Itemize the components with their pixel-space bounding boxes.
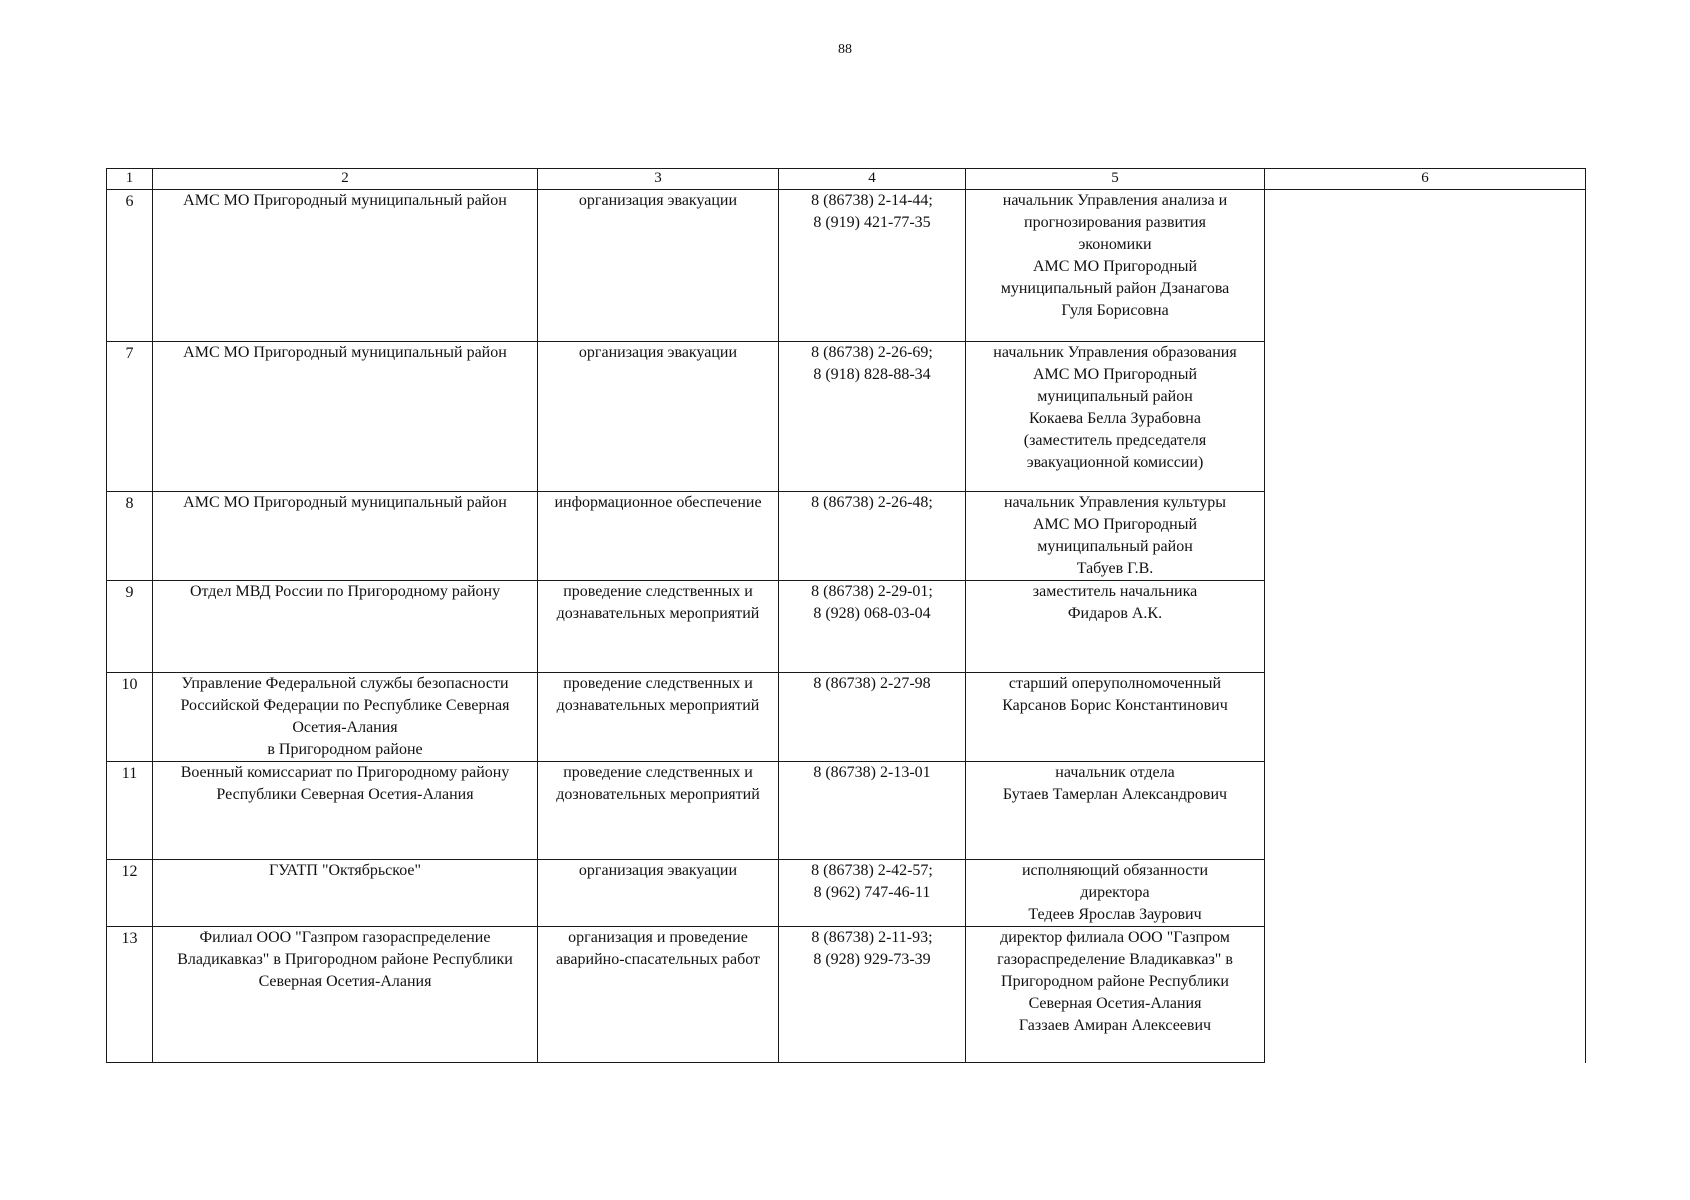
task-cell-line: дознавательных мероприятий	[556, 697, 760, 714]
contacts-table	[106, 168, 1586, 1063]
contact-person-cell-line: Табуев Г.В.	[1076, 560, 1154, 577]
table-row	[107, 190, 1586, 342]
phone-cell	[779, 927, 966, 1063]
task-cell	[538, 342, 779, 492]
organization-cell-line: Республики Северная Осетия-Алания	[216, 786, 474, 803]
contact-person-cell	[966, 581, 1265, 673]
task-cell-line: организация эвакуации	[578, 344, 738, 361]
task-cell-line: проведение следственных и	[563, 675, 753, 692]
organization-cell-line: Филиал ООО "Газпром газораспределение	[199, 929, 491, 946]
phone-cell	[779, 581, 966, 673]
page-number: 88	[838, 42, 852, 57]
task-cell-line: дознавательных мероприятий	[556, 605, 760, 622]
table-row	[107, 342, 1586, 492]
contact-person-cell-line: Фидаров А.К.	[1067, 605, 1163, 622]
phone-cell-line: 8 (919) 421-77-35	[813, 214, 931, 231]
row-number: 9	[107, 581, 153, 673]
table-row	[107, 581, 1586, 673]
contact-person-cell-line: муниципальный район	[1037, 538, 1193, 555]
contact-person-cell-line: газораспределение Владикавказ" в	[997, 951, 1233, 968]
row-number: 12	[107, 860, 153, 927]
organization-cell-line: Северная Осетия-Алания	[258, 973, 432, 990]
phone-cell-line: 8 (918) 828-88-34	[813, 366, 931, 383]
contact-person-cell-line: Газзаев Амиран Алексеевич	[1018, 1017, 1212, 1034]
organization-cell-line: АМС МО Пригородный муниципальный район	[183, 192, 507, 209]
contact-person-cell	[966, 342, 1265, 492]
organization-cell-line: АМС МО Пригородный муниципальный район	[183, 494, 507, 511]
organization-cell-line: Российской Федерации по Республике Северная	[180, 697, 510, 714]
column-6-cell	[1265, 342, 1586, 492]
header-col-5: 5	[966, 169, 1265, 190]
organization-cell	[153, 673, 538, 762]
contact-person-cell-line: муниципальный район Дзанагова	[1000, 280, 1230, 297]
contact-person-cell-line: Северная Осетия-Алания	[1028, 995, 1202, 1012]
contact-person-cell-line: директора	[1080, 884, 1150, 901]
contact-person-cell-line: экономики	[1078, 236, 1152, 253]
contact-person-cell-line: муниципальный район	[1037, 388, 1193, 405]
contact-person-cell-line: Кокаева Белла Зурабовна	[1029, 410, 1201, 427]
column-6-cell	[1265, 927, 1586, 1063]
contact-person-cell	[966, 927, 1265, 1063]
column-6-cell	[1265, 673, 1586, 762]
organization-cell-line: ГУАТП "Октябрьское"	[268, 862, 422, 879]
contact-person-cell-line: старший оперуполномоченный	[1008, 675, 1222, 692]
contact-person-cell-line: АМС МО Пригородный	[1032, 366, 1198, 383]
phone-cell	[779, 762, 966, 860]
organization-cell	[153, 190, 538, 342]
contact-person-cell-line: Бутаев Тамерлан Александрович	[1002, 786, 1228, 803]
column-6-cell	[1265, 860, 1586, 927]
table-row	[107, 492, 1586, 581]
column-6-cell	[1265, 190, 1586, 342]
phone-cell-line: 8 (928) 929-73-39	[813, 951, 931, 968]
task-cell-line: информационное обеспечение	[554, 494, 762, 511]
task-cell-line: проведение следственных и	[563, 764, 753, 781]
contact-person-cell-line: Пригородном районе Республики	[1001, 973, 1229, 990]
phone-cell-line: 8 (86738) 2-13-01	[813, 764, 931, 781]
phone-cell	[779, 673, 966, 762]
contact-person-cell-line: начальник отдела	[1055, 764, 1175, 781]
table-body	[107, 190, 1586, 1063]
phone-cell-line: 8 (86738) 2-42-57;	[811, 862, 933, 879]
organization-cell-line: Военный комиссариат по Пригородному району	[180, 764, 510, 781]
phone-cell-line: 8 (86738) 2-26-48;	[811, 494, 933, 511]
task-cell	[538, 762, 779, 860]
organization-cell-line: Управление Федеральной службы безопасности	[181, 675, 509, 692]
contact-person-cell-line: Тедеев Ярослав Заурович	[1028, 906, 1202, 923]
contact-person-cell-line: исполняющий обязанности	[1021, 862, 1209, 879]
phone-cell-line: 8 (962) 747-46-11	[813, 884, 931, 901]
contact-person-cell-line: заместитель начальника	[1032, 583, 1198, 600]
table-row	[107, 762, 1586, 860]
task-cell	[538, 581, 779, 673]
header-col-6: 6	[1265, 169, 1586, 190]
task-cell-line: дозновательных мероприятий	[556, 786, 760, 803]
task-cell-line: организация и проведение	[568, 929, 748, 946]
contact-person-cell-line: Гуля Борисовна	[1061, 302, 1169, 319]
contact-person-cell	[966, 190, 1265, 342]
row-number: 7	[107, 342, 153, 492]
organization-cell-line: Владикавказ" в Пригородном районе Республики	[177, 951, 513, 968]
contact-person-cell-line: эвакуационной комиссии)	[1026, 454, 1204, 471]
contact-person-cell-line: Карсанов Борис Константинович	[1002, 697, 1228, 714]
task-cell	[538, 860, 779, 927]
phone-cell	[779, 190, 966, 342]
phone-cell-line: 8 (86738) 2-14-44;	[811, 192, 933, 209]
column-6-cell	[1265, 581, 1586, 673]
contact-person-cell-line: начальник Управления анализа и	[1002, 192, 1228, 209]
phone-cell-line: 8 (86738) 2-27-98	[813, 675, 931, 692]
contact-person-cell	[966, 860, 1265, 927]
organization-cell	[153, 581, 538, 673]
header-col-3: 3	[538, 169, 779, 190]
row-number: 10	[107, 673, 153, 762]
contact-person-cell	[966, 673, 1265, 762]
organization-cell	[153, 762, 538, 860]
phone-cell-line: 8 (86738) 2-11-93;	[811, 929, 933, 946]
task-cell-line: организация эвакуации	[578, 192, 738, 209]
contact-person-cell-line: начальник Управления культуры	[1003, 494, 1227, 511]
task-cell-line: аварийно-спасательных работ	[555, 951, 761, 968]
phone-cell-line: 8 (86738) 2-26-69;	[811, 344, 933, 361]
contact-person-cell-line: прогнозирования развития	[1024, 214, 1206, 231]
phone-cell	[779, 860, 966, 927]
phone-cell-line: 8 (86738) 2-29-01;	[811, 583, 933, 600]
task-cell-line: проведение следственных и	[563, 583, 753, 600]
organization-cell	[153, 927, 538, 1063]
organization-cell	[153, 492, 538, 581]
column-6-cell	[1265, 762, 1586, 860]
organization-cell-line: в Пригородном районе	[267, 741, 423, 758]
contact-person-cell-line: АМС МО Пригородный	[1032, 258, 1198, 275]
organization-cell-line: Отдел МВД России по Пригородному району	[189, 583, 501, 600]
row-number: 11	[107, 762, 153, 860]
phone-cell	[779, 342, 966, 492]
contacts-table-wrapper	[106, 168, 1586, 1063]
row-number: 13	[107, 927, 153, 1063]
table-row	[107, 860, 1586, 927]
contact-person-cell	[966, 762, 1265, 860]
column-6-cell	[1265, 492, 1586, 581]
row-number: 8	[107, 492, 153, 581]
contact-person-cell	[966, 492, 1265, 581]
contact-person-cell-line: начальник Управления образования	[993, 344, 1237, 361]
table-header-row	[107, 169, 1586, 190]
contact-person-cell-line: (заместитель председателя	[1023, 432, 1207, 449]
contact-person-cell-line: директор филиала ООО "Газпром	[1000, 929, 1230, 946]
header-col-4: 4	[779, 169, 966, 190]
organization-cell	[153, 342, 538, 492]
table-row	[107, 927, 1586, 1063]
task-cell	[538, 190, 779, 342]
task-cell	[538, 927, 779, 1063]
contact-person-cell-line: АМС МО Пригородный	[1032, 516, 1198, 533]
organization-cell	[153, 860, 538, 927]
table-row	[107, 673, 1586, 762]
organization-cell-line: Осетия-Алания	[292, 719, 398, 736]
task-cell	[538, 492, 779, 581]
phone-cell	[779, 492, 966, 581]
row-number: 6	[107, 190, 153, 342]
phone-cell-line: 8 (928) 068-03-04	[813, 605, 931, 622]
task-cell-line: организация эвакуации	[578, 862, 738, 879]
task-cell	[538, 673, 779, 762]
organization-cell-line: АМС МО Пригородный муниципальный район	[183, 344, 507, 361]
header-col-2: 2	[153, 169, 538, 190]
header-col-1: 1	[107, 169, 153, 190]
